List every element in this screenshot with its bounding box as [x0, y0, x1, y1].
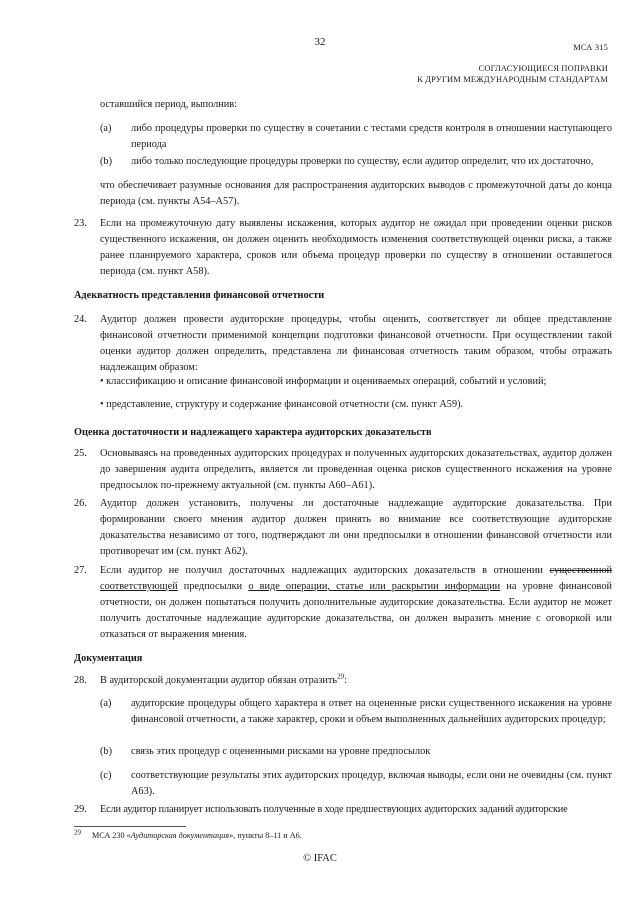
paragraph-28-a-text: аудиторские процедуры общего характера в ответ на оцененные риски существенного искажения на уровне финансовой отчетности, а также характер, сроки и объем выполненных дальнейших аудиторских процедур;: [131, 698, 612, 725]
paragraph-28-number: 28.: [74, 675, 87, 686]
footnote-reference[interactable]: 29: [337, 672, 345, 681]
page-footer-copyright: © IFAC: [303, 853, 337, 864]
paragraph-24-number: 24.: [74, 314, 87, 325]
paragraph-29-number: 29.: [74, 804, 87, 815]
deleted-text: существенной: [549, 565, 612, 576]
paragraph-23-text: Если на промежуточную дату выявлены искажения, которых аудитор не ожидал при проведении оценки рисков существенного искажения, он должен оценить необходимость изменения соответствующей оценки риска, а также ранее планируемого характера, сроков или объема процедур проверки по существу в отношении оставшегося периода (см. пункт А58).: [100, 218, 612, 277]
section-heading-presentation: Адекватность представления финансовой отчетности: [74, 290, 325, 301]
paragraph-28-b-text: связь этих процедур с оцененными рисками на уровне предпосылок: [131, 746, 431, 757]
section-heading-documentation: Документация: [74, 653, 143, 664]
intro-b-label: (b): [100, 156, 113, 167]
section-heading-evidence: Оценка достаточности и надлежащего характера аудиторских доказательств: [74, 427, 432, 438]
running-header-line-1: СОГЛАСУЮЩИЕСЯ ПОПРАВКИ: [478, 64, 608, 73]
footnote-number: 29: [74, 828, 81, 837]
inserted-text: о виде операции, статье или раскрытии информации: [248, 581, 501, 592]
paragraph-24-bullet-1: • классификацию и описание финансовой информации и оцениваемых операций, событий и условий;: [100, 376, 547, 387]
paragraph-29-text: Если аудитор планирует использовать полученные в ходе предшествующих аудиторских заданий аудиторские: [100, 804, 568, 815]
paragraph-27-number: 27.: [74, 565, 87, 576]
standard-reference: МСА 315: [573, 43, 608, 52]
intro-b-text: либо только последующие процедуры проверки по существу, если аудитор определит, что их достаточно,: [131, 156, 594, 167]
paragraph-27-text: Если аудитор не получил достаточных надлежащих аудиторских доказательств в отношении существенной соответствующей предпосылки о виде операции, статье или раскрытии информации на уровне финансовой отчетности, он должен попытаться получить дополнительные аудиторские доказательства. Если аудитор не может получить достаточные надлежащие аудиторские доказательства, он должен выразить мнение с оговоркой или отказаться от выражения мнения.: [100, 565, 612, 640]
running-header-line-2: К ДРУГИМ МЕЖДУНАРОДНЫМ СТАНДАРТАМ: [417, 75, 608, 84]
footnote-text: МСА 230 «Аудиторская документация», пункты 8–11 и А6.: [92, 831, 302, 840]
intro-tail: что обеспечивает разумные основания для распространения аудиторских выводов с промежуточной даты до конца периода (см. пункты А54–А57).: [100, 180, 612, 207]
paragraph-28-b-label: (b): [100, 746, 113, 757]
inserted-text: соответствующей: [100, 581, 178, 592]
page-number: 32: [314, 36, 326, 48]
paragraph-28-c-text: соответствующие результаты этих аудиторских процедур, включая выводы, если они не очевидны (см. пункт А63).: [131, 770, 612, 797]
paragraph-24-text: Аудитор должен провести аудиторские процедуры, чтобы оценить, соответствует ли общее представление финансовой отчетности применимой концепции подготовки финансовой отчетности. При осуществлении такой оценки аудитор должен определить, представлена ли финансовая отчетность таким образом, чтобы отражать надлежащим образом:: [100, 314, 612, 373]
paragraph-25-text: Основываясь на проведенных аудиторских процедурах и полученных аудиторских доказательствах, аудитор должен до завершения аудита определить, является ли проведенная оценка рисков существенного искажения на уровне предпосылок по-прежнему актуальной (см. пункты А60–А61).: [100, 448, 612, 491]
paragraph-26-number: 26.: [74, 498, 87, 509]
paragraph-26-text: Аудитор должен установить, получены ли достаточные надлежащие аудиторские доказательства. При формировании своего мнения аудитор должен принять во внимание все соответствующие аудиторские доказательства независимо от того, подтверждают ли они предпосылки в отношении финансовой отчетности или противоречат им (см. пункт А62).: [100, 498, 612, 557]
paragraph-24-bullet-2: • представление, структуру и содержание финансовой отчетности (см. пункт А59).: [100, 399, 464, 410]
intro-a-label: (a): [100, 123, 112, 134]
paragraph-23-number: 23.: [74, 218, 87, 229]
paragraph-25-number: 25.: [74, 448, 87, 459]
paragraph-28-c-label: (c): [100, 770, 112, 781]
intro-a-text: либо процедуры проверки по существу в сочетании с тестами средств контроля в отношении наступающего периода: [131, 123, 612, 150]
intro-lead: оставшийся период, выполнив:: [100, 99, 238, 110]
paragraph-28-a-label: (a): [100, 698, 112, 709]
footnote-divider: [74, 826, 186, 827]
paragraph-28-lead: В аудиторской документации аудитор обязан отразить$^{29}$:: [100, 672, 347, 686]
